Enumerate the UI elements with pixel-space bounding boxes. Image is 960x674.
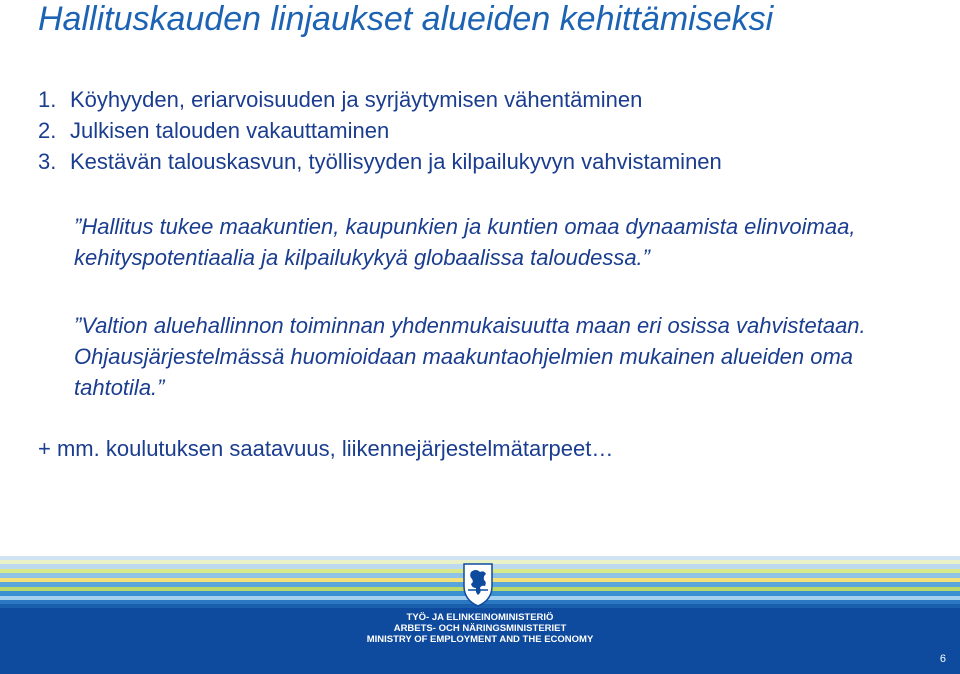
ministry-name-en: MINISTRY OF EMPLOYMENT AND THE ECONOMY xyxy=(366,634,594,645)
list-text: Julkisen talouden vakauttaminen xyxy=(70,118,390,143)
list-item xyxy=(38,115,722,146)
numbered-list xyxy=(38,84,722,177)
list-number: 2. xyxy=(38,118,57,143)
lion-crest-icon xyxy=(458,560,498,608)
additional-note: + mm. koulutuksen saatavuus, liikennejärjestelmätarpeet… xyxy=(38,436,614,461)
list-item xyxy=(38,84,722,115)
quote-state-administration: ”Valtion aluehallinnon toiminnan yhdenmukaisuutta maan eri osissa vahvistetaan. Ohjausjärjestelmässä huomioidaan maakuntaohjelmien mukainen alueiden oma tahtotila.” xyxy=(74,313,866,400)
slide-title: Hallituskauden linjaukset alueiden kehittämiseksi xyxy=(38,0,774,38)
list-item xyxy=(38,146,722,177)
ministry-name-fi: TYÖ- JA ELINKEINOMINISTERIÖ xyxy=(406,612,554,623)
list-number: 3. xyxy=(38,149,57,174)
ministry-name xyxy=(0,612,960,645)
page-number: 6 xyxy=(939,653,946,665)
list-number: 1. xyxy=(38,87,57,112)
quote-government-support: ”Hallitus tukee maakuntien, kaupunkien ja kuntien omaa dynaamista elinvoimaa, kehityspotentiaalia ja kilpailukykyä globaalissa taloudessa.” xyxy=(74,214,856,270)
ministry-name-sv: ARBETS- OCH NÄRINGSMINISTERIET xyxy=(393,623,567,634)
list-text: Köyhyyden, eriarvoisuuden ja syrjäytymisen vähentäminen xyxy=(70,87,643,112)
list-text: Kestävän talouskasvun, työllisyyden ja kilpailukyvyn vahvistaminen xyxy=(70,149,722,174)
